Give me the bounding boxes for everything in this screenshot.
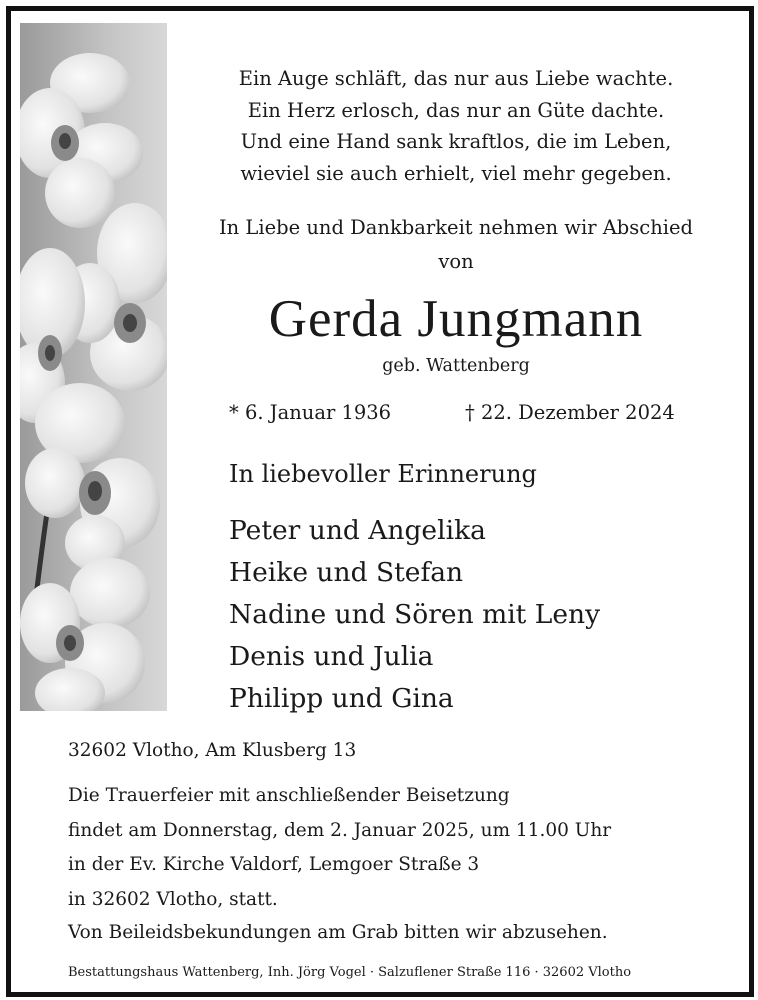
poem-line: wieviel sie auch erhielt, viel mehr gegeben. (240, 161, 672, 185)
ceremony-line: in 32602 Vlotho, statt. (68, 888, 278, 910)
mourner-entry: Peter und Angelika (229, 515, 486, 546)
memory-heading: In liebevoller Erinnerung (229, 460, 537, 488)
ceremony-line: Die Trauerfeier mit anschließender Beisetzung (68, 785, 510, 806)
funeral-home-footer: Bestattungshaus Wattenberg, Inh. Jörg Vogel · Salzuflener Straße 116 · 32602 Vlotho (68, 965, 632, 980)
maiden-name: geb. Wattenberg (382, 356, 530, 376)
ceremony-line: findet am Donnerstag, dem 2. Januar 2025, um 11.00 Uhr (68, 819, 612, 841)
farewell-line: In Liebe und Dankbarkeit nehmen wir Abschied (218, 216, 694, 239)
ceremony-info (68, 779, 611, 917)
poem-line: Ein Auge schläft, das nur aus Liebe wachte. (238, 67, 674, 90)
family-address: 32602 Vlotho, Am Klusberg 13 (68, 740, 357, 761)
mourner-entry: Nadine und Sören mit Leny (229, 599, 601, 630)
poem (181, 63, 731, 189)
poem-line: Und eine Hand sank kraftlos, die im Leben, (240, 130, 672, 153)
farewell-intro (181, 211, 731, 279)
birth-date: * 6. Januar 1936 (229, 401, 392, 424)
death-date: † 22. Dezember 2024 (465, 401, 675, 424)
condolence-note: Von Beileidsbekundungen am Grab bitten wir abzusehen. (68, 922, 608, 943)
poem-line: Ein Herz erlosch, das nur an Güte dachte. (247, 98, 665, 122)
farewell-from: von (438, 250, 474, 273)
orchid-photo-icon (20, 23, 167, 711)
obituary-frame (6, 6, 754, 997)
deceased-name: Gerda Jungmann (268, 290, 644, 348)
mourner-entry: Heike und Stefan (229, 557, 464, 588)
mourner-entry: Philipp und Gina (229, 683, 454, 714)
ceremony-line: in der Ev. Kirche Valdorf, Lemgoer Straße 3 (68, 854, 480, 875)
mourners-list (229, 510, 600, 720)
mourner-entry: Denis und Julia (229, 641, 434, 672)
